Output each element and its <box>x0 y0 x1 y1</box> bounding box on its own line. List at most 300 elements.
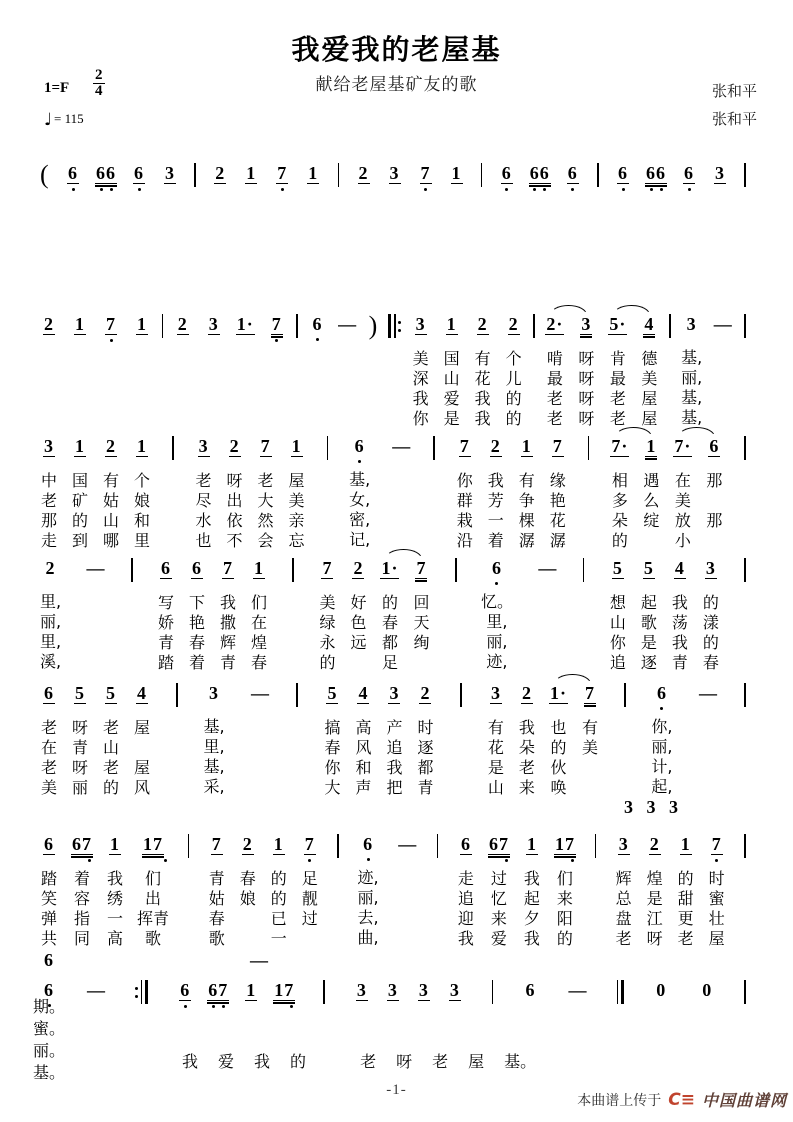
lyric-syllable: 挥青 <box>137 909 170 928</box>
barline <box>744 558 746 582</box>
note: 2 <box>420 683 431 703</box>
lyric-syllable: 在 <box>674 471 691 490</box>
note-cell <box>301 834 319 949</box>
note: 67 <box>208 980 229 1000</box>
lyric-syllable: 屋 <box>708 929 725 948</box>
music-system <box>40 980 746 1010</box>
lyric-syllable: 永 <box>319 633 336 652</box>
note-cell <box>646 834 664 949</box>
note: 3 <box>389 163 400 183</box>
lyric-syllable: 的 <box>505 389 522 408</box>
lyric-syllable: 基, <box>681 388 703 407</box>
lyric-syllable: 放 <box>674 511 691 530</box>
lyric-syllable: 甜 <box>677 889 694 908</box>
intro-open-paren: ( <box>40 160 49 189</box>
lyric-syllable: 的 <box>702 593 719 612</box>
lyric-syllable: 的 <box>505 409 522 428</box>
note: 66 <box>646 163 666 183</box>
dash-note: — <box>86 558 106 578</box>
octave-dots <box>549 706 568 713</box>
measure <box>698 980 716 1009</box>
octave-dots <box>71 459 89 466</box>
barline <box>188 834 190 858</box>
octave-dots <box>577 337 595 344</box>
note-cell <box>323 683 341 798</box>
note-cell <box>609 558 627 673</box>
octave-dots <box>642 459 660 466</box>
note-cell <box>188 558 206 673</box>
note: 1 <box>680 834 691 854</box>
note-cell <box>448 163 466 193</box>
lyric-syllable: 弹 <box>40 909 57 928</box>
note-cell <box>318 558 336 673</box>
lyric-syllable: 我 <box>523 869 540 888</box>
lyric-column <box>582 718 598 798</box>
lyric-syllable: 个 <box>133 471 150 490</box>
octave-dots <box>698 705 719 712</box>
barline <box>162 314 164 338</box>
lyric-syllable: 你 <box>324 758 341 777</box>
lyric-syllable: 美 <box>641 369 658 388</box>
lyric-syllable: 产 <box>386 718 403 737</box>
note-cell <box>481 558 513 672</box>
lyric-syllable: 老 <box>257 471 274 490</box>
note: 6 <box>501 163 512 183</box>
lyric-syllable: 的 <box>102 778 119 797</box>
lyric-syllable: 的 <box>290 1052 307 1071</box>
note: 7 <box>552 436 563 456</box>
note: 6 <box>44 950 54 970</box>
measure <box>481 558 513 672</box>
rest-note: 0 <box>702 980 713 1000</box>
octave-dots <box>448 186 466 193</box>
barline <box>455 558 457 582</box>
measure <box>195 436 306 551</box>
octave-dots <box>652 1002 670 1009</box>
lyric-syllable: 亲 <box>288 511 305 530</box>
note: 1 <box>254 558 264 578</box>
note: 4 <box>674 558 685 578</box>
lyric-syllable: 我 <box>671 633 688 652</box>
lyric-syllable: 计, <box>651 757 673 776</box>
octave-dots <box>457 857 475 864</box>
note: 1· <box>549 683 567 703</box>
octave-dots <box>397 856 418 863</box>
lyric-syllable: 想 <box>609 593 626 612</box>
measure <box>545 314 658 429</box>
octave-dots <box>207 1003 229 1010</box>
note-cell <box>250 683 271 712</box>
measure <box>610 436 723 551</box>
note: 67 <box>488 834 509 854</box>
lyric-syllable: 屋 <box>641 389 658 408</box>
ossia-notes: 3 3 3 <box>624 797 678 817</box>
octave-dots <box>446 1003 464 1010</box>
lyric-syllable: 江 <box>646 909 663 928</box>
lyric-syllable: 密, <box>349 510 371 529</box>
lyric-column <box>40 592 61 672</box>
lyric-column <box>524 869 540 949</box>
octave-dots <box>40 580 61 587</box>
lyric-syllable: 声 <box>355 778 372 797</box>
lyric-column <box>488 471 504 551</box>
measure <box>353 980 464 1010</box>
lyric-syllable: 时 <box>708 869 725 888</box>
lyric-syllable: 老 <box>102 718 119 737</box>
note-cell <box>577 314 595 429</box>
note-cell <box>355 163 373 193</box>
lyric-syllable: 花 <box>549 511 566 530</box>
lyric-syllable: 漾 <box>702 613 719 632</box>
lyric-syllable: 的 <box>270 869 287 888</box>
octave-dots <box>270 857 288 864</box>
lyric-column <box>681 348 702 428</box>
lyric-syllable: 也 <box>195 531 212 550</box>
measure <box>40 314 151 344</box>
octave-dots <box>71 857 93 864</box>
lyric-syllable: 也 <box>550 718 567 737</box>
note: 66 <box>529 163 550 183</box>
octave-dots <box>358 856 379 863</box>
octave-dots <box>640 337 658 344</box>
note: 1 <box>75 436 85 456</box>
lyric-syllable: 基, <box>681 408 703 427</box>
lyric-syllable: 丽, <box>40 612 62 631</box>
lyric-syllable: 你 <box>609 633 626 652</box>
meter-numerator: 2 <box>95 67 103 83</box>
dash-note: — <box>398 834 418 854</box>
lyric-syllable: 爱 <box>443 389 460 408</box>
lyric-column <box>137 869 169 949</box>
lyric-column <box>107 869 123 949</box>
lyric-syllable: 靓 <box>301 889 318 908</box>
octave-dots <box>40 706 58 713</box>
lyric-column <box>547 349 563 429</box>
measure <box>355 163 466 193</box>
lyric-column <box>41 471 57 551</box>
octave-dots <box>242 186 260 193</box>
lyric-syllable: 过 <box>301 909 318 928</box>
lyric-syllable: 的 <box>550 738 567 757</box>
note-cell <box>529 163 551 193</box>
lyric-column <box>72 718 88 798</box>
note: 7· <box>611 436 629 456</box>
lyric-column <box>41 718 57 798</box>
note-cell <box>673 436 692 551</box>
lyric-syllable: 我 <box>474 389 491 408</box>
lyric-syllable: 去, <box>357 908 379 927</box>
lyric-syllable: 屋 <box>288 471 305 490</box>
measure <box>397 834 418 863</box>
octave-dots <box>386 186 404 193</box>
lyric-syllable: 老 <box>609 389 626 408</box>
note-cell <box>680 163 698 193</box>
upload-prefix: 本曲谱上传于 <box>577 1092 662 1109</box>
lyric-column <box>557 869 573 949</box>
note-cell <box>702 558 720 673</box>
lyric-syllable: 基, <box>681 348 703 367</box>
lyric-syllable: 青 <box>71 738 88 757</box>
lyric-syllable: 那 <box>706 511 723 530</box>
lyric-syllable: 潺 <box>518 531 535 550</box>
intro-close-paren: ) <box>368 311 378 340</box>
lyric-syllable: 是 <box>640 633 657 652</box>
lyric-syllable: 的 <box>270 889 287 908</box>
lyric-column <box>41 869 57 949</box>
lyric-syllable: 沿 <box>456 531 473 550</box>
lyric-syllable: 呀 <box>226 471 243 490</box>
octave-dots <box>203 705 224 712</box>
note: 2 <box>353 558 364 578</box>
note-cell <box>133 436 151 551</box>
song-subtitle: 献给老屋基矿友的歌 <box>315 75 478 95</box>
note-cell <box>249 950 270 979</box>
lyric-syllable: 撒 <box>219 613 236 632</box>
barline <box>481 163 483 187</box>
note-cell <box>518 436 536 551</box>
note: 17 <box>554 834 575 854</box>
note-cell <box>207 980 229 1010</box>
lyric-syllable: 老 <box>546 389 563 408</box>
lyric-syllable: 丽 <box>71 778 88 797</box>
note: 2 <box>649 834 660 854</box>
note-cell <box>698 683 719 712</box>
lyric-column <box>251 593 267 673</box>
octave-dots <box>102 337 120 344</box>
lyric-syllable: 屋 <box>468 1052 485 1071</box>
lyric-syllable: 矿 <box>71 491 88 510</box>
note: 2 <box>45 558 56 578</box>
measure <box>457 834 576 949</box>
lyric-column <box>703 593 719 673</box>
lyric-syllable: 写 <box>157 593 174 612</box>
note-cell <box>698 980 716 1009</box>
lyric-syllable: 来 <box>490 909 507 928</box>
octave-dots <box>671 581 689 588</box>
barline <box>176 683 178 707</box>
lyric-syllable: 迹, <box>357 868 379 887</box>
measure <box>568 980 589 1009</box>
note-cell <box>415 980 433 1010</box>
octave-dots <box>609 581 627 588</box>
lyric-syllable: 水 <box>195 511 212 530</box>
measure <box>203 683 224 797</box>
lyric-syllable: 呀 <box>646 929 663 948</box>
lyric-syllable: 不 <box>226 531 243 550</box>
lyric-column <box>444 349 460 429</box>
barline <box>744 980 746 1004</box>
lyric-syllable: 春 <box>239 869 256 888</box>
note: 1 <box>308 163 319 183</box>
note-cell <box>161 163 179 193</box>
octave-dots <box>301 857 319 864</box>
octave-dots <box>86 1002 107 1009</box>
lyric-syllable: 朵 <box>611 511 628 530</box>
note-cell <box>677 834 695 949</box>
measure <box>64 163 179 193</box>
note: 1 <box>137 436 147 456</box>
note-cell <box>102 436 120 551</box>
octave-dots <box>273 1003 295 1010</box>
lyric-syllable: 会 <box>257 531 274 550</box>
tempo-value: = 115 <box>54 111 84 126</box>
octave-dots <box>349 458 370 465</box>
lyric-column <box>678 869 694 949</box>
lyric-syllable: 同 <box>73 929 90 948</box>
song-title: 我爱我的老屋基 <box>291 33 502 66</box>
lyric-syllable: 丽, <box>651 737 673 756</box>
lyric-column <box>209 869 225 949</box>
note: 1 <box>526 834 537 854</box>
octave-dots <box>564 186 582 193</box>
note-cell <box>614 163 632 193</box>
lyric-syllable: 哪 <box>102 531 119 550</box>
note-cell <box>71 436 89 551</box>
octave-dots <box>568 1002 589 1009</box>
measure <box>249 950 270 979</box>
barline <box>292 558 294 582</box>
lyric-column <box>651 717 672 797</box>
note: 2 <box>521 683 532 703</box>
lyric-syllable: 有 <box>581 718 598 737</box>
octave-dots <box>354 706 372 713</box>
lyricist-name: 张和平 <box>711 82 757 100</box>
lyric-column <box>706 471 722 551</box>
lyric-syllable: 呀 <box>578 389 595 408</box>
lyric-syllable: 呀 <box>396 1052 413 1071</box>
note: 3 <box>389 683 400 703</box>
measure <box>681 314 702 428</box>
octave-dots <box>615 857 633 864</box>
lyric-syllable: 娘 <box>239 889 256 908</box>
note: 66 <box>96 163 116 183</box>
lyric-syllable: 国 <box>71 471 88 490</box>
octave-dots <box>219 581 237 588</box>
lyric-syllable: 伙 <box>550 758 567 777</box>
note: 17 <box>274 980 295 1000</box>
lyric-syllable: 笑 <box>40 889 57 908</box>
note-cell <box>337 314 358 343</box>
measure <box>358 834 379 948</box>
site-name[interactable]: 中国曲谱网 <box>701 1091 787 1110</box>
note: 3 <box>618 834 629 854</box>
lyric-syllable: 遇 <box>643 471 660 490</box>
lyric-syllable: 里, <box>40 592 62 611</box>
measure <box>318 558 430 673</box>
lyric-syllable: 我 <box>106 869 123 888</box>
note: 6 <box>44 834 54 854</box>
note-cell <box>288 436 306 551</box>
note: 2 <box>106 436 116 456</box>
octave-dots <box>702 581 720 588</box>
music-system <box>40 436 746 551</box>
note-cell <box>640 558 658 673</box>
lyric-column <box>302 869 318 949</box>
lyric-column <box>203 717 224 797</box>
repeat-end-sign <box>135 980 148 1004</box>
octave-dots <box>518 459 536 466</box>
lyric-column <box>672 593 688 673</box>
note: 7 <box>711 834 722 854</box>
lyric-syllable: 你 <box>456 471 473 490</box>
note: 7 <box>420 163 431 183</box>
lyric-syllable: 蜜 <box>708 889 725 908</box>
measure <box>391 436 412 465</box>
note-cell <box>304 163 322 193</box>
note-cell <box>505 314 523 429</box>
note: 2 <box>242 834 253 854</box>
octave-dots <box>645 186 667 193</box>
octave-dots <box>487 706 505 713</box>
note-cell <box>354 683 372 798</box>
lyric-syllable: 基, <box>203 717 225 736</box>
octave-dots <box>713 336 734 343</box>
lyric-syllable: 山 <box>443 369 460 388</box>
lyric-syllable: 时 <box>417 718 434 737</box>
octave-dots <box>86 580 107 587</box>
note: 7 <box>271 314 282 334</box>
octave-dots <box>40 972 58 979</box>
note: 1· <box>236 314 254 334</box>
note: 6 <box>709 436 720 456</box>
note-cell <box>416 683 434 798</box>
measure <box>157 558 268 673</box>
lyric-syllable: 一 <box>270 929 287 948</box>
lyric-column <box>641 593 657 673</box>
measure <box>713 314 734 343</box>
lyric-syllable: 美 <box>288 491 305 510</box>
repeat-begin-sign <box>388 314 401 338</box>
lyric-syllable: 们 <box>145 869 162 888</box>
note-cell <box>640 314 658 429</box>
note: 2 <box>215 163 226 183</box>
note-cell <box>391 436 412 465</box>
lyric-syllable: 唤 <box>550 778 567 797</box>
lyric-syllable: 春 <box>208 909 225 928</box>
lyric-syllable: 德 <box>641 349 658 368</box>
lyric-syllable: 采, <box>203 777 225 796</box>
lyric-syllable: 和 <box>355 758 372 777</box>
lyric-syllable: 青 <box>219 653 236 672</box>
lyric-syllable: 出 <box>145 889 162 908</box>
note: 5· <box>609 314 627 334</box>
note-cell <box>446 980 464 1010</box>
lyric-column <box>103 471 119 551</box>
lyric-syllable: 缘 <box>549 471 566 490</box>
lyric-syllable: 老 <box>546 409 563 428</box>
lyric-syllable: 好 <box>350 593 367 612</box>
upload-credit <box>577 1088 787 1111</box>
note: 1 <box>137 314 147 334</box>
lyric-syllable: 绽 <box>643 511 660 530</box>
note-cell <box>397 834 418 863</box>
octave-dots <box>133 459 151 466</box>
note-cell <box>133 683 151 798</box>
measure <box>349 436 370 550</box>
note-cell <box>40 436 58 551</box>
lyric-column <box>271 869 287 949</box>
note: 5 <box>106 683 116 703</box>
note-cell <box>349 436 370 550</box>
note: 6 <box>656 683 667 703</box>
octave-dots <box>705 459 723 466</box>
note: 3 <box>356 980 367 1000</box>
lyric-syllable: 蜜。 <box>33 1019 66 1038</box>
lyric-syllable: 春 <box>702 653 719 672</box>
lyric-syllable: 绿 <box>319 613 336 632</box>
final-barline <box>617 980 625 1004</box>
lyric-syllable: 我 <box>182 1052 199 1071</box>
